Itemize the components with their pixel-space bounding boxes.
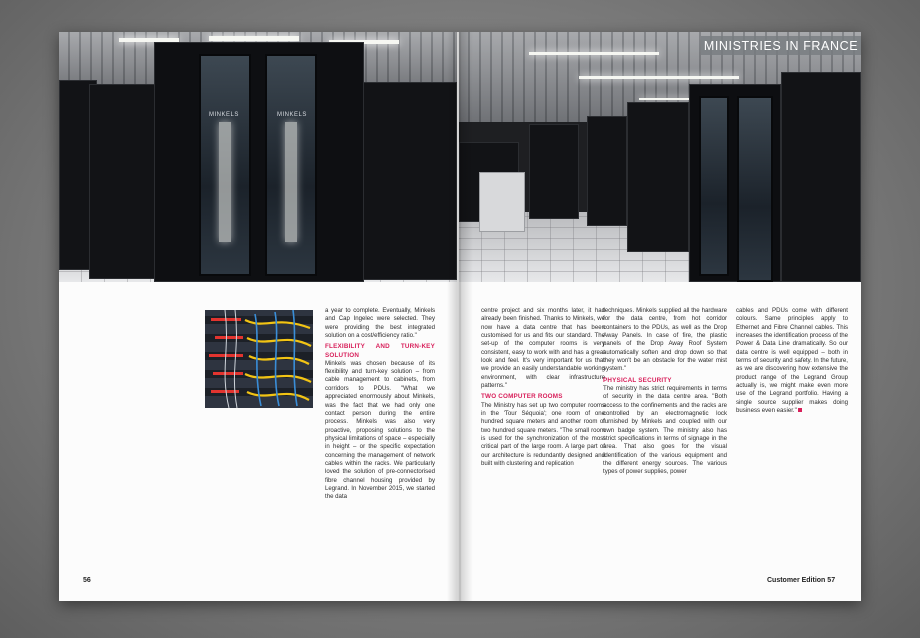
page-number-left: 56 (83, 577, 91, 584)
containment-door (154, 42, 364, 282)
equipment-cart (479, 172, 525, 232)
rack-brand-label-left: MINKELS (209, 112, 239, 118)
body-paragraph: a year to complete. Eventually, Minkels and Cap Ingelec were selected. They were providing the best integrated solution on a cost/efficiency ratio." (325, 307, 435, 340)
left-page (59, 32, 457, 601)
body-paragraph: techniques. Minkels supplied all the hardware for the data centre, from hot corridor containers to the PDUs, as well as the Drop Away Panels. In case of fire, the plastic panels of the Drop Away Roof System automatically soften and drop down so that they won't be an obstacle for the water mist system." (603, 307, 727, 373)
right-article-column-3 (736, 307, 848, 415)
body-paragraph: The Ministry has set up two computer rooms in the 'Tour Séquoia'; one room of one hundred square meters and another room of two hundred square meters. "The small room is used for the synchronization of the most critical part of the large room. A large part of our architecture is redundantly designed and built with clustering and replication (481, 401, 605, 468)
page-number-right: 57 (827, 577, 836, 584)
section-heading: PHYSICAL SECURITY (603, 376, 672, 384)
right-article-column-2 (603, 307, 727, 477)
patch-panel-illustration (205, 310, 313, 408)
section-tag: MINISTRIES IN FRANCE (701, 36, 861, 55)
server-room-photo-right (459, 32, 861, 282)
body-paragraph: The ministry has strict requirements in terms of security in the data centre area. "Both access to the confinements and the racks are controlled by an electromagnetic lock furnished by Minkels and coupled with our own badge system. The ministry also has strict specifications in terms of signage in the area. That also goes for the visual identification of the various equipment and the different energy sources. The various types of power supplies, power (603, 384, 727, 476)
server-room-photo-left (59, 32, 457, 282)
cable-patch-photo (205, 310, 313, 408)
right-page (459, 32, 861, 601)
left-article-column (325, 307, 435, 502)
end-of-article-mark (798, 408, 802, 412)
magazine-spread (59, 32, 861, 601)
body-paragraph: centre project and six months later, it had already been finished. Thanks to Minkels, we now have a data centre that has been customised for us and fits our standard. The set-up of the computer rooms is very consistent, easy to work with and has a great look and feel. It's very important for us that we provide an easily understandable working environment, with clear infrastructure patterns." (481, 307, 605, 390)
edition-label: Customer Edition (767, 577, 826, 584)
body-paragraph: cables and PDUs come with different colours. Same principles apply to Ethernet and Fibre Channel cables. This increases the identification process of the Power & Data Line dramatically. So our data centre is well equipped – both in terms of security and safety. In the future, as we are discovering how extensive the product range of the Legrand Group actually is, we might make even more use of the Legrand portfolio. Having a single source supplier makes doing business even easier." (736, 307, 848, 415)
section-heading: TWO COMPUTER ROOMS (481, 393, 563, 401)
right-article-column-1 (481, 307, 605, 468)
section-heading: FLEXIBILITY AND TURN-KEY SOLUTION (325, 343, 435, 359)
page-footer-right (767, 577, 835, 584)
rack-brand-label-right: MINKELS (277, 112, 307, 118)
body-paragraph: Minkels was chosen because of its flexibility and turn-key solution – from cable management to cabinets, from corridors to PDUs. "What we appreciated enormously about Minkels, was the fact that we had only one contact person during the entire process. Minkels was also very proactive, proposing solutions to the physical limitations of space – especially in height – or the specific expectation concerning the management of network cables within the racks. We particularly loved the solution of pre-connectorised fibre channel housing provided by Legrand. In November 2015, we started the data (325, 359, 435, 501)
